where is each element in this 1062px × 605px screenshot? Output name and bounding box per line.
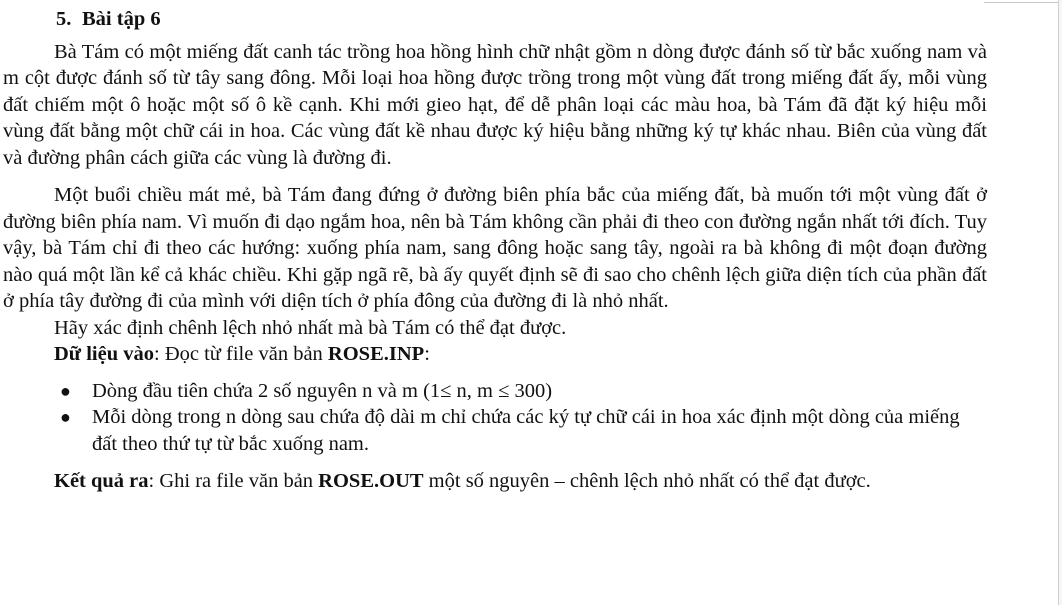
page-edge-top — [984, 0, 1062, 3]
paragraph-task: Hãy xác định chênh lệch nhỏ nhất mà bà Tám có thể đạt được. — [54, 316, 567, 339]
output-spec-end: một số nguyên – chênh lệch nhỏ nhất có thể đạt được. — [423, 470, 871, 492]
output-filename: ROSE.OUT — [318, 470, 424, 492]
output-spec-text: : Ghi ra file văn bản — [148, 470, 319, 492]
output-spec — [3, 468, 987, 495]
input-format-list — [3, 378, 987, 458]
input-spec-label: Dữ liệu vào — [54, 343, 154, 365]
input-filename: ROSE.INP — [327, 343, 425, 365]
input-spec — [3, 341, 987, 368]
list-item-text: Mỗi dòng trong n dòng sau chứa độ dài m chỉ chứa các ký tự chữ cái in hoa xác định một dòng của miếng đất theo thứ tự từ bắc xuống nam. — [92, 406, 960, 455]
paragraph-problem-intro: Bà Tám có một miếng đất canh tác trồng hoa hồng hình chữ nhật gồm n dòng được đánh số từ bắc xuống nam và m cột được đánh số từ tây sang đông. Mỗi loại hoa hồng được trồng trong một vùng đất trong miếng đất ấy, mỗi vùng đất chiếm một ô hoặc một số ô kề cạnh. Khi mới gieo hạt, để dễ phân loại các màu hoa, bà Tám đã đặt ký hiệu mỗi vùng đất bằng một chữ cái in hoa. Các vùng đất kề nhau được ký hiệu bằng những ký tự khác nhau. Biên của vùng đất và đường phân cách giữa các vùng là đường đi. — [3, 40, 987, 169]
paragraph-walk-rules: Một buổi chiều mát mẻ, bà Tám đang đứng ở đường biên phía bắc của miếng đất, bà muốn tới một vùng đất ở đường biên phía nam. Vì muốn đi dạo ngắm hoa, nên bà Tám không cần phải đi theo con đường ngắn nhất tới đích. Tuy vậy, bà Tám chỉ đi theo các hướng: xuống phía nam, sang đông hoặc sang tây, ngoài ra bà không đi một đoạn đường nào quá một lần kể cả khác chiều. Khi gặp ngã rẽ, bà ấy quyết định sẽ đi sao cho chênh lệch giữa diện tích của phần đất ở phía tây đường đi của mình với diện tích ở phía đông của đường đi là nhỏ nhất. — [3, 184, 987, 312]
document-body — [3, 6, 987, 495]
input-spec-text: : Đọc từ file văn bản — [154, 343, 328, 365]
input-spec-end: : — [424, 343, 430, 365]
list-item — [60, 378, 987, 405]
list-item — [60, 404, 987, 457]
bullet-icon: ● — [60, 407, 71, 427]
bullet-icon: ● — [60, 380, 71, 401]
section-title: Bài tập 6 — [82, 8, 161, 30]
section-number: 5. — [56, 8, 72, 30]
section-heading — [56, 6, 987, 33]
list-item-text: Dòng đầu tiên chứa 2 số nguyên n và m (1≤ n, m ≤ 300) — [92, 379, 553, 402]
page-edge-right — [1058, 0, 1062, 605]
output-spec-label: Kết quả ra — [54, 470, 149, 492]
